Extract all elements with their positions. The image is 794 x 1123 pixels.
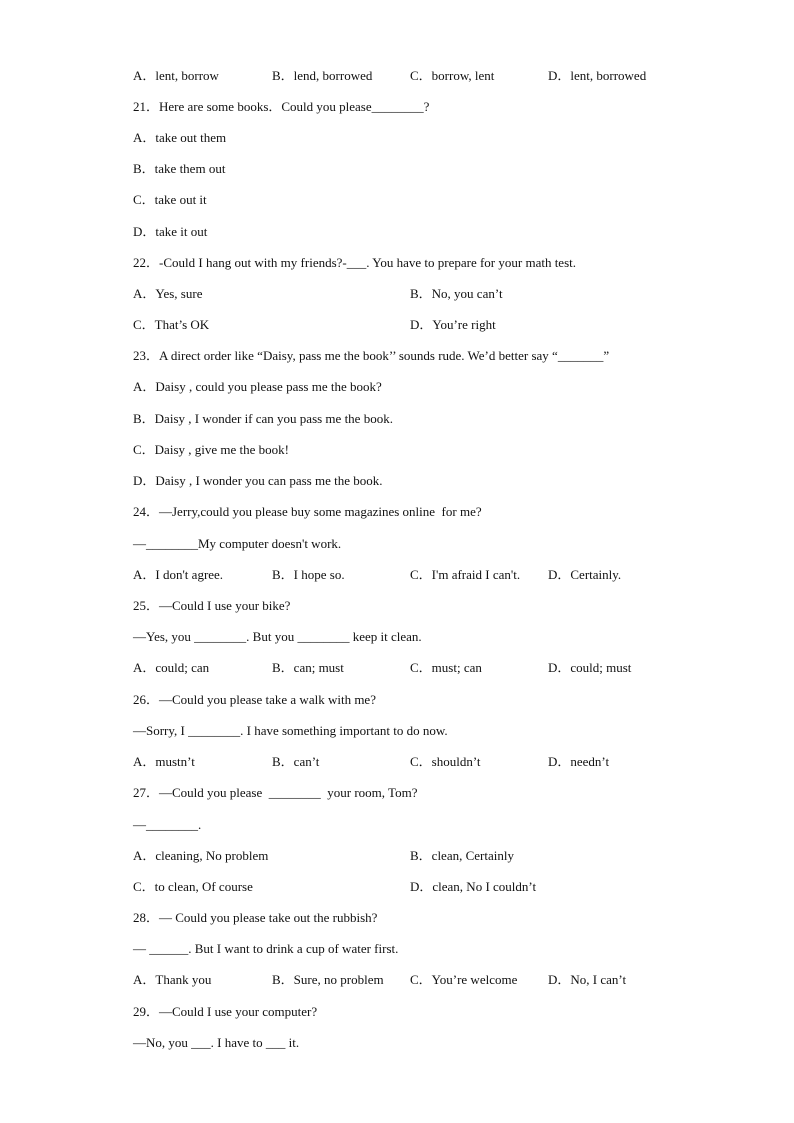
q27-option-a[interactable]: A．cleaning, No problem	[133, 848, 269, 863]
q23-stem: 23．A direct order like “Daisy, pass me the book’’ sounds rude. We’d better say “_______”	[133, 348, 610, 363]
q25-response: —Yes, you ________. But you ________ keep it clean.	[133, 629, 422, 644]
q24-stem: 24．—Jerry,could you please buy some magazines online for me?	[133, 504, 482, 519]
q20-option-a[interactable]: A．lent, borrow	[133, 68, 219, 83]
q28-option-d[interactable]: D．No, I can’t	[548, 972, 627, 987]
q27-option-b[interactable]: B．clean, Certainly	[410, 848, 514, 863]
q26-option-d[interactable]: D．needn’t	[548, 754, 610, 769]
q24-option-a[interactable]: A．I don't agree.	[133, 567, 224, 582]
q26-stem: 26．—Could you please take a walk with me?	[133, 692, 376, 707]
q26-option-a[interactable]: A．mustn’t	[133, 754, 195, 769]
q22-option-d[interactable]: D．You’re right	[410, 317, 496, 332]
q20-option-d[interactable]: D．lent, borrowed	[548, 68, 647, 83]
q25-option-b[interactable]: B．can; must	[272, 660, 344, 675]
q23-option-a[interactable]: A．Daisy , could you please pass me the book?	[133, 379, 382, 394]
q24-option-c[interactable]: C．I'm afraid I can't.	[410, 567, 521, 582]
q27-option-d[interactable]: D．clean, No I couldn’t	[410, 879, 537, 894]
q24-option-b[interactable]: B．I hope so.	[272, 567, 345, 582]
q25-option-d[interactable]: D．could; must	[548, 660, 632, 675]
q29-response: —No, you ___. I have to ___ it.	[133, 1035, 300, 1050]
q28-option-a[interactable]: A．Thank you	[133, 972, 212, 987]
q28-option-b[interactable]: B．Sure, no problem	[272, 972, 384, 987]
q23-option-d[interactable]: D．Daisy , I wonder you can pass me the book.	[133, 473, 383, 488]
q20-option-c[interactable]: C．borrow, lent	[410, 68, 495, 83]
q25-stem: 25．—Could I use your bike?	[133, 598, 291, 613]
q26-option-b[interactable]: B．can’t	[272, 754, 320, 769]
q26-option-c[interactable]: C．shouldn’t	[410, 754, 481, 769]
q22-option-a[interactable]: A．Yes, sure	[133, 286, 203, 301]
q21-option-a[interactable]: A．take out them	[133, 130, 227, 145]
q23-option-b[interactable]: B．Daisy , I wonder if can you pass me the book.	[133, 411, 393, 426]
q22-option-b[interactable]: B．No, you can’t	[410, 286, 503, 301]
q21-option-c[interactable]: C．take out it	[133, 192, 207, 207]
q28-stem: 28．— Could you please take out the rubbish?	[133, 910, 378, 925]
q25-option-a[interactable]: A．could; can	[133, 660, 210, 675]
q21-option-b[interactable]: B．take them out	[133, 161, 226, 176]
q22-stem: 22．-Could I hang out with my friends?-___. You have to prepare for your math test.	[133, 255, 577, 270]
q29-stem: 29．—Could I use your computer?	[133, 1004, 318, 1019]
q23-option-c[interactable]: C．Daisy , give me the book!	[133, 442, 289, 457]
q28-response: — ______. But I want to drink a cup of water first.	[133, 941, 399, 956]
q27-stem: 27．—Could you please ________ your room, Tom?	[133, 785, 418, 800]
q22-option-c[interactable]: C．That’s OK	[133, 317, 210, 332]
q27-option-c[interactable]: C．to clean, Of course	[133, 879, 253, 894]
q28-option-c[interactable]: C．You’re welcome	[410, 972, 518, 987]
q27-response: —________.	[133, 817, 202, 832]
q24-option-d[interactable]: D．Certainly.	[548, 567, 622, 582]
q20-option-b[interactable]: B．lend, borrowed	[272, 68, 373, 83]
q25-option-c[interactable]: C．must; can	[410, 660, 482, 675]
q21-stem: 21．Here are some books．Could you please________?	[133, 99, 430, 114]
q21-option-d[interactable]: D．take it out	[133, 224, 208, 239]
q26-response: —Sorry, I ________. I have something important to do now.	[133, 723, 448, 738]
q24-response: —________My computer doesn't work.	[133, 536, 342, 551]
